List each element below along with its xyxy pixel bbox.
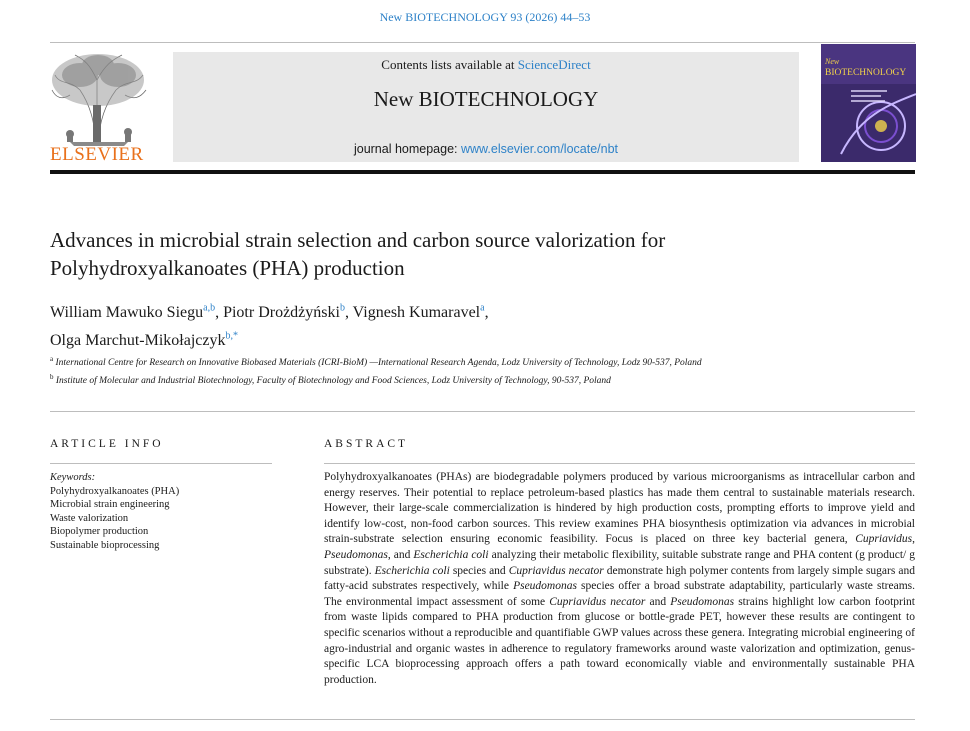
divider xyxy=(324,463,915,464)
keyword-item: Waste valorization xyxy=(50,512,129,524)
keywords-label: Keywords: xyxy=(50,472,96,483)
journal-header-box xyxy=(173,52,799,162)
article-info-heading: ARTICLE INFO xyxy=(50,438,164,450)
abstract-italic-term: Escherichia coli xyxy=(374,564,450,577)
keyword-item: Biopolymer production xyxy=(50,526,149,537)
divider xyxy=(50,463,272,464)
abstract-run: strains highlight low carbon footprint from waste lipids compared to PHA production from glucose or bottle-grade PET, however these results are contingent to specific scenarios without a reproducible and quantifiable GWP values across these genera. Integrating microbial engineering of agro-industrial and organic wastes in adherence to regulatory frameworks around waste valorization and optimization, genus-specific LCA bioprocessing approach offers a path toward economically viable and environmentally sustainable PHA production. xyxy=(324,595,916,686)
abstract-run: , xyxy=(912,533,915,546)
abstract-italic-term: Cupriavidus necator xyxy=(549,595,646,608)
publisher-wordmark[interactable]: ELSEVIER xyxy=(50,144,144,165)
keywords-block xyxy=(50,471,272,552)
affiliation-a: $^a$ International Centre for Research on Innovative Biobased Materials (ICRI-BioM) —International Research Agenda, Lodz University of Technology, Lodz 90-537, Poland xyxy=(50,355,702,369)
sciencedirect-link[interactable]: ScienceDirect xyxy=(517,57,591,72)
affiliation-b: $^b$ Institute of Molecular and Industrial Biotechnology, Faculty of Biotechnology and Food Sciences, Lodz University of Technology, 90-537, Poland xyxy=(50,372,611,386)
cover-title-small: New xyxy=(825,57,840,66)
homepage-line: journal homepage: www.elsevier.com/locate/nbt xyxy=(353,142,619,156)
abstract-run: and xyxy=(645,595,671,608)
contents-line: Contents lists available at ScienceDirect xyxy=(381,57,591,72)
abstract-text xyxy=(324,470,915,688)
abstract-italic-term: Cupriavidus xyxy=(855,533,913,546)
divider xyxy=(50,719,915,720)
abstract-italic-term: Pseudomonas xyxy=(513,580,577,593)
abstract-italic-term: Pseudomonas xyxy=(324,548,388,561)
author[interactable]: William Mawuko Siegu$^{a,b}$, xyxy=(50,303,224,322)
abstract-run: demonstrate high polymer contents from largely simple sugars and fatty-acid substrates respectively, while xyxy=(324,564,915,593)
keyword-item: Sustainable bioprocessing xyxy=(50,539,160,551)
abstract-run: species and xyxy=(449,564,509,577)
homepage-link[interactable]: www.elsevier.com/locate/nbt xyxy=(461,142,619,156)
abstract-italic-term: Pseudomonas xyxy=(670,595,735,608)
affiliations xyxy=(50,353,850,388)
cover-title-big: BIOTECHNOLOGY xyxy=(825,68,907,78)
divider xyxy=(50,42,915,43)
divider xyxy=(50,411,915,412)
affiliation-mark[interactable]: a xyxy=(480,303,485,314)
journal-reference[interactable]: New BIOTECHNOLOGY 93 (2026) 44–53 xyxy=(379,10,591,24)
abstract-run: analyzing their metabolic flexibility, suitable substrate range and PHA content (g product/ g substrate). xyxy=(324,548,915,577)
affiliation-mark[interactable]: a,b xyxy=(203,303,216,314)
keyword-item: Polyhydroxyalkanoates (PHA) xyxy=(50,485,180,497)
header-divider xyxy=(50,170,915,174)
author[interactable]: Piotr Drożdżyński$^b$, xyxy=(223,303,353,322)
abstract-italic-term: Cupriavidus necator xyxy=(508,564,604,577)
abstract-run: species offer a broad substrate adaptability, particularly waste streams. The environmental impact assessment of some xyxy=(324,580,915,608)
abstract-italic-term: Escherichia coli xyxy=(413,548,489,561)
author[interactable]: Olga Marchut-Mikołajczyk$^{b,*}$ xyxy=(50,330,238,349)
abstract-heading: ABSTRACT xyxy=(324,438,409,450)
journal-cover-image[interactable] xyxy=(821,44,916,162)
affiliation-mark[interactable]: b,* xyxy=(225,330,238,342)
journal-title: New BIOTECHNOLOGY xyxy=(373,87,599,111)
article-title: Advances in microbial strain selection and carbon source valorization for Polyhydroxyalkanoates (PHA) production xyxy=(50,228,666,280)
abstract-run: Polyhydroxyalkanoates (PHAs) are biodegradable polymers produced by various microorganisms as intracellular carbon and energy reserves. Their potential to replace petroleum-based plastics has made them central to sustainable materials research. However, their large-scale commercialization is hindered by high production costs, prompting efforts to improve yield and identify low-cost, non-food carbon sources. This review examines PHA biosynthesis optimization via advances in microbial strain-substrate selection ensuring economic feasibility. Focus is placed on three key bacterial genera, xyxy=(324,471,915,546)
keyword-item: Microbial strain engineering xyxy=(50,499,170,510)
author-list xyxy=(50,297,870,352)
abstract-run: , and xyxy=(387,548,414,561)
affiliation-mark[interactable]: b xyxy=(339,303,345,314)
author[interactable]: Vignesh Kumaravel$^a$, xyxy=(352,303,489,322)
